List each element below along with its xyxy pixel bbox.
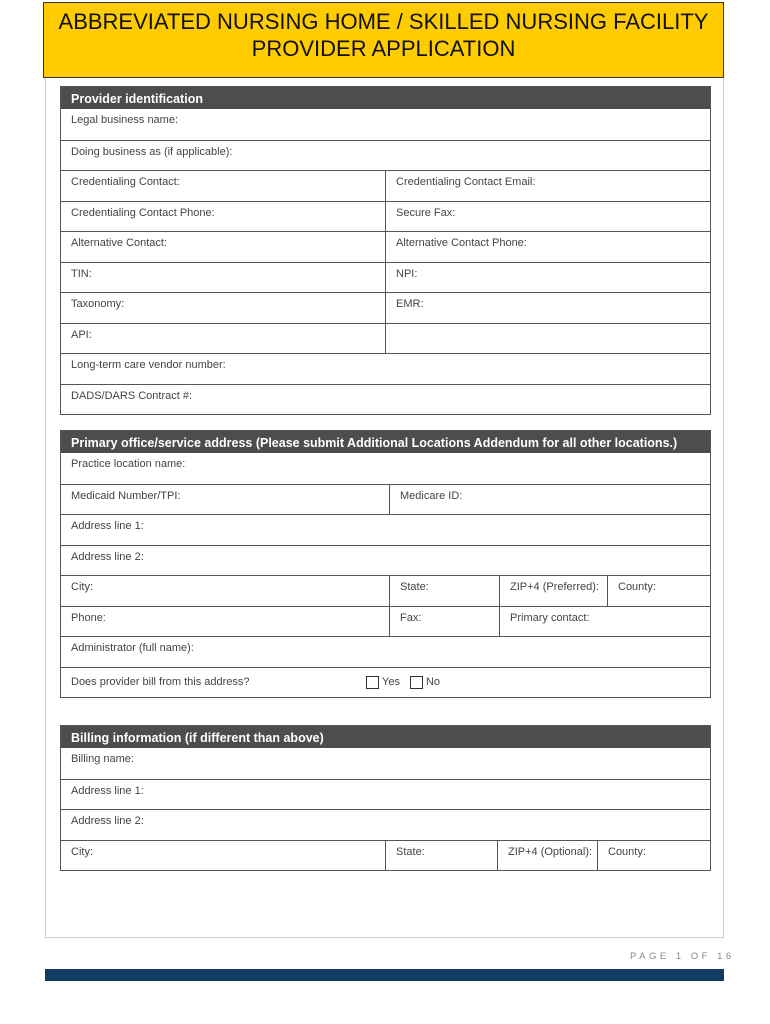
document-title xyxy=(43,2,724,78)
billing-address-line-1-field[interactable]: Address line 1: xyxy=(71,784,144,797)
billing-name-field[interactable]: Billing name: xyxy=(71,753,134,765)
doing-business-as-field[interactable]: Doing business as (if applicable): xyxy=(71,145,233,158)
section-heading: Provider identification xyxy=(61,87,710,109)
tin-field[interactable]: TIN: xyxy=(71,267,92,280)
address-line-1-field[interactable]: Address line 1: xyxy=(71,520,144,532)
footer-bar xyxy=(45,969,724,981)
emr-field[interactable]: EMR: xyxy=(385,293,710,323)
billing-address-line-2-field[interactable]: Address line 2: xyxy=(71,815,144,827)
secure-fax-field[interactable]: Secure Fax: xyxy=(385,202,710,232)
credentialing-contact-email-field[interactable]: Credentialing Contact Email: xyxy=(385,171,710,201)
primary-contact-field[interactable]: Primary contact: xyxy=(499,607,710,637)
no-checkbox[interactable] xyxy=(410,676,423,689)
dads-dars-contract-field[interactable]: DADS/DARS Contract #: xyxy=(71,389,193,402)
api-field[interactable]: API: xyxy=(71,328,92,341)
phone-field[interactable]: Phone: xyxy=(71,611,106,624)
address-line-2-field[interactable]: Address line 2: xyxy=(71,550,144,563)
billing-section xyxy=(60,725,711,871)
practice-location-name-field[interactable]: Practice location name: xyxy=(71,458,186,470)
medicaid-number-field[interactable]: Medicaid Number/TPI: xyxy=(71,489,181,502)
no-label: No xyxy=(425,676,441,688)
legal-business-name-field[interactable]: Legal business name: xyxy=(71,114,179,126)
bill-question-label: Does provider bill from this address? xyxy=(71,676,250,688)
fax-field[interactable]: Fax: xyxy=(389,607,499,637)
title-line-1: ABBREVIATED NURSING HOME / SKILLED NURSING FACILITY xyxy=(58,9,709,34)
county-field[interactable]: County: xyxy=(607,576,710,606)
city-field[interactable]: City: xyxy=(71,581,93,593)
billing-county-field[interactable]: County: xyxy=(597,841,710,871)
primary-office-section xyxy=(60,430,711,698)
section-heading: Primary office/service address (Please submit Additional Locations Addendum for all other locations.) xyxy=(61,431,710,453)
alternative-contact-phone-field[interactable]: Alternative Contact Phone: xyxy=(385,232,710,262)
api-blank-cell[interactable] xyxy=(385,324,710,354)
provider-identification-section xyxy=(60,86,711,415)
ltc-vendor-number-field[interactable]: Long-term care vendor number: xyxy=(71,359,226,371)
page-number: PAGE 1 OF 16 xyxy=(630,951,735,962)
yes-checkbox[interactable] xyxy=(366,676,379,689)
medicare-id-field[interactable]: Medicare ID: xyxy=(389,485,710,515)
yes-label: Yes xyxy=(382,676,400,688)
bill-from-address-row xyxy=(61,667,710,697)
zip-field[interactable]: ZIP+4 (Preferred): xyxy=(499,576,607,606)
taxonomy-field[interactable]: Taxonomy: xyxy=(71,298,125,310)
section-heading: Billing information (if different than above) xyxy=(61,726,710,748)
alternative-contact-field[interactable]: Alternative Contact: xyxy=(71,237,167,249)
credentialing-contact-field[interactable]: Credentialing Contact: xyxy=(71,176,180,188)
credentialing-contact-phone-field[interactable]: Credentialing Contact Phone: xyxy=(71,206,215,219)
title-line-2: PROVIDER APPLICATION xyxy=(251,36,516,61)
billing-zip-field[interactable]: ZIP+4 (Optional): xyxy=(497,841,597,871)
administrator-field[interactable]: Administrator (full name): xyxy=(71,642,194,654)
billing-city-field[interactable]: City: xyxy=(71,845,93,858)
billing-state-field[interactable]: State: xyxy=(385,841,497,871)
state-field[interactable]: State: xyxy=(389,576,499,606)
npi-field[interactable]: NPI: xyxy=(385,263,710,293)
